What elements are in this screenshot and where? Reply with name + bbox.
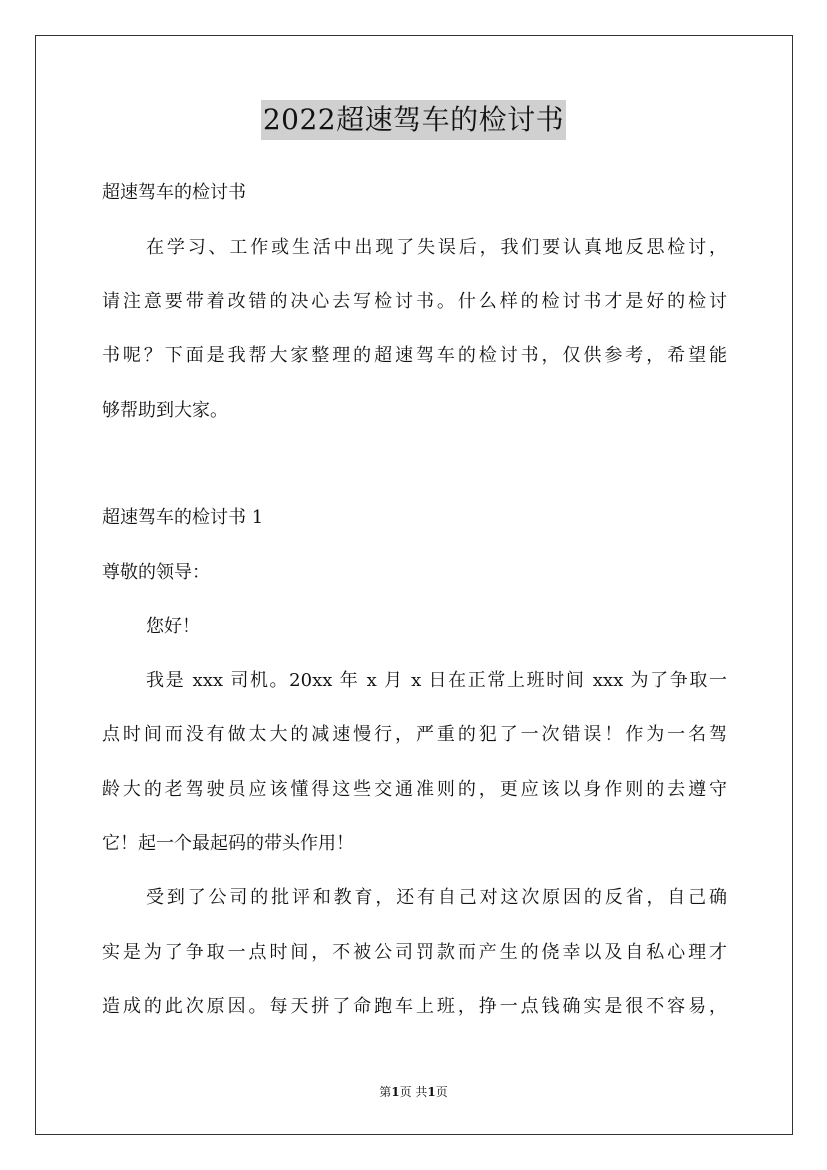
footer-page-suffix: 页 — [435, 1085, 448, 1099]
footer-page-current: 1 — [391, 1085, 400, 1099]
paragraph2-line-3: 造成的此次原因。每天拼了命跑车上班，挣一点钱确实是很不容易， — [102, 996, 727, 1017]
intro-line-4: 够帮助到大家。 — [102, 400, 228, 421]
intro-line-3: 书呢？下面是我帮大家整理的超速驾车的检讨书，仅供参考，希望能 — [102, 345, 727, 366]
paragraph1-line-3: 龄大的老驾驶员应该懂得这些交通准则的，更应该以身作则的去遵守 — [102, 779, 727, 800]
greeting: 您好！ — [146, 616, 200, 637]
title-container — [0, 100, 827, 140]
footer-page-mid: 页 共 — [399, 1085, 428, 1099]
intro-line-1: 在学习、工作或生活中出现了失误后，我们要认真地反思检讨， — [146, 237, 727, 258]
salutation: 尊敬的领导： — [102, 562, 210, 583]
document-subtitle: 超速驾车的检讨书 — [102, 182, 246, 203]
document-title: 2022超速驾车的检讨书 — [261, 100, 566, 140]
intro-line-2: 请注意要带着改错的决心去写检讨书。什么样的检讨书才是好的检讨 — [102, 291, 727, 312]
paragraph1-line-1: 我是 xxx 司机。20xx 年 x 月 x 日在正常上班时间 xxx 为了争取一 — [146, 670, 727, 691]
footer-page-total: 1 — [427, 1085, 436, 1099]
paragraph2-line-1: 受到了公司的批评和教育，还有自己对这次原因的反省，自己确 — [146, 887, 727, 908]
page-footer — [0, 1084, 827, 1100]
paragraph2-line-2: 实是为了争取一点时间，不被公司罚款而产生的侥幸以及自私心理才 — [102, 942, 727, 963]
paragraph1-line-4: 它！起一个最起码的带头作用！ — [102, 833, 354, 854]
footer-page-prefix: 第 — [379, 1085, 392, 1099]
section-heading: 超速驾车的检讨书 1 — [102, 507, 264, 528]
paragraph1-line-2: 点时间而没有做太大的减速慢行，严重的犯了一次错误！作为一名驾 — [102, 724, 727, 745]
